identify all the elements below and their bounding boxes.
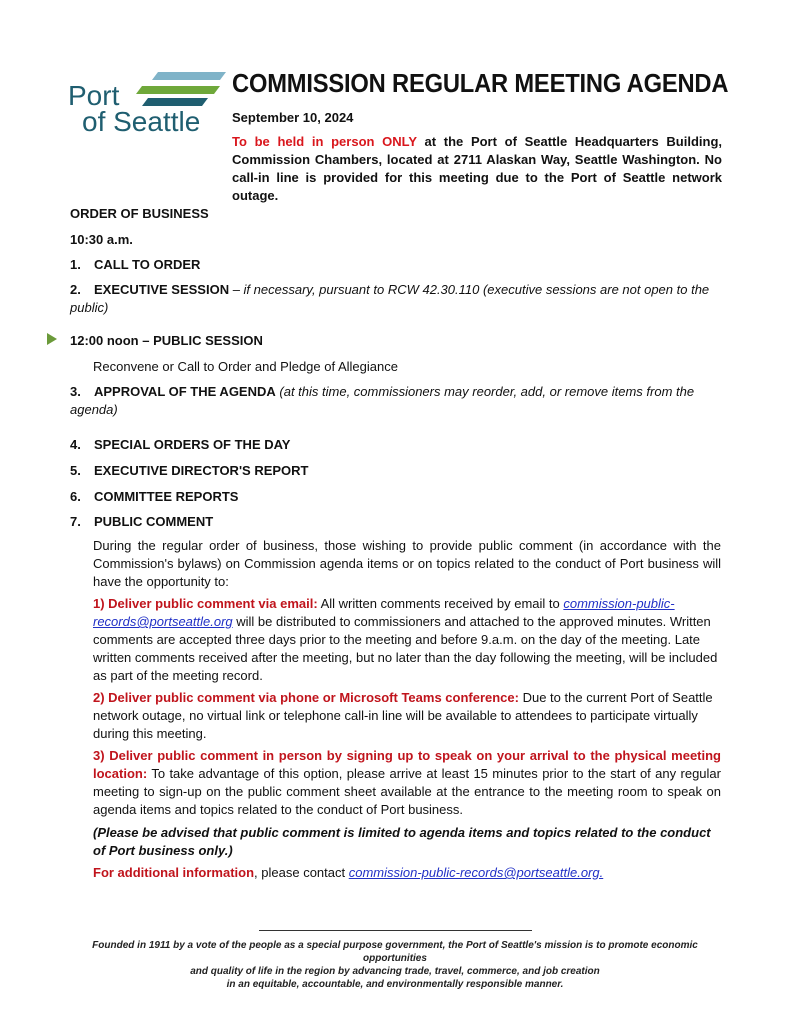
email-link[interactable]: commission-public-records@portseattle.org: [93, 596, 675, 629]
page-title: COMMISSION REGULAR MEETING AGENDA: [232, 70, 729, 98]
public-comment-phone-option: 2) Deliver public comment via phone or Microsoft Teams conference: Due to the current Port of Seattle network outage, no virtual link or telephone call-in line will be available to attendees to participate virtually during this meeting.: [93, 690, 713, 741]
order-of-business-heading: ORDER OF BUSINESS: [70, 206, 209, 221]
logo-text-seattle: of Seattle: [82, 106, 201, 137]
play-marker-icon: [47, 333, 57, 345]
public-comment-intro: During the regular order of business, those wishing to provide public comment (in accordance with the Commission's bylaws) on Commission agenda items or on topics related to the conduct of Port business will have the opportunity to:: [93, 538, 721, 589]
agenda-item-4: 4. SPECIAL ORDERS OF THE DAY: [70, 437, 291, 452]
public-comment-email-option: 1) Deliver public comment via email: All written comments received by email to commission-public-records@portseattle.org will be distributed to commissioners and attached to the approved minutes. Written comments are accepted three days prior to the meeting and before 9.a.m. on the day of the meeting. Late written comments received after the meeting, but no later than the day following the meeting, will be included as part of the meeting record.: [93, 596, 718, 683]
agenda-item-1: 1. CALL TO ORDER: [70, 257, 201, 272]
session-time: 10:30 a.m.: [70, 232, 133, 247]
footer-mission-statement: Founded in 1911 by a vote of the people as a special purpose government, the Port of Seattle's mission is to promote economic opportunities and quality of life in the region by advancing trade, travel, commerce, and job creation in an equitable, accountable, and environmentally responsible manner.: [92, 940, 698, 990]
meeting-notice: To be held in person ONLY at the Port of Seattle Headquarters Building, Commission Chambers, located at 2711 Alaskan Way, Seattle Washington. No call-in line is provided for this meeting due to the Port of Seattle network outage.: [232, 134, 722, 203]
public-comment-in-person-option: 3) Deliver public comment in person by signing up to speak on your arrival to the physical meeting location: To take advantage of this option, please arrive at least 15 minutes prior to the start of any regular meeting to sign-up on the public comment sheet available at the entrance to the meeting room to speak on agenda items and topics related to the conduct of Port business.: [93, 748, 721, 817]
port-of-seattle-logo: [68, 68, 228, 140]
additional-info: For additional information, please contact commission-public-records@portseattle.org.: [93, 865, 604, 880]
footer-divider: [259, 930, 532, 931]
agenda-item-5: 5. EXECUTIVE DIRECTOR'S REPORT: [70, 463, 309, 478]
agenda-item-2: 2. EXECUTIVE SESSION – if necessary, pursuant to RCW 42.30.110 (executive sessions are not open to the public): [70, 282, 710, 315]
reconvene-text: Reconvene or Call to Order and Pledge of Allegiance: [93, 359, 398, 374]
agenda-item-6: 6. COMMITTEE REPORTS: [70, 489, 239, 504]
public-comment-advisory: (Please be advised that public comment is limited to agenda items and topics related to the conduct of Port business only.): [93, 825, 711, 858]
notice-in-person-only: To be held in person ONLY: [232, 134, 417, 149]
public-session-heading: 12:00 noon – PUBLIC SESSION: [70, 333, 263, 348]
agenda-item-3: 3. APPROVAL OF THE AGENDA (at this time, commissioners may reorder, add, or remove items from the agenda): [70, 384, 695, 417]
logo-text-port: Port: [68, 80, 120, 111]
contact-email-link[interactable]: commission-public-records@portseattle.org.: [348, 865, 604, 880]
agenda-item-7: 7. PUBLIC COMMENT: [70, 514, 214, 529]
meeting-date: September 10, 2024: [232, 110, 354, 125]
